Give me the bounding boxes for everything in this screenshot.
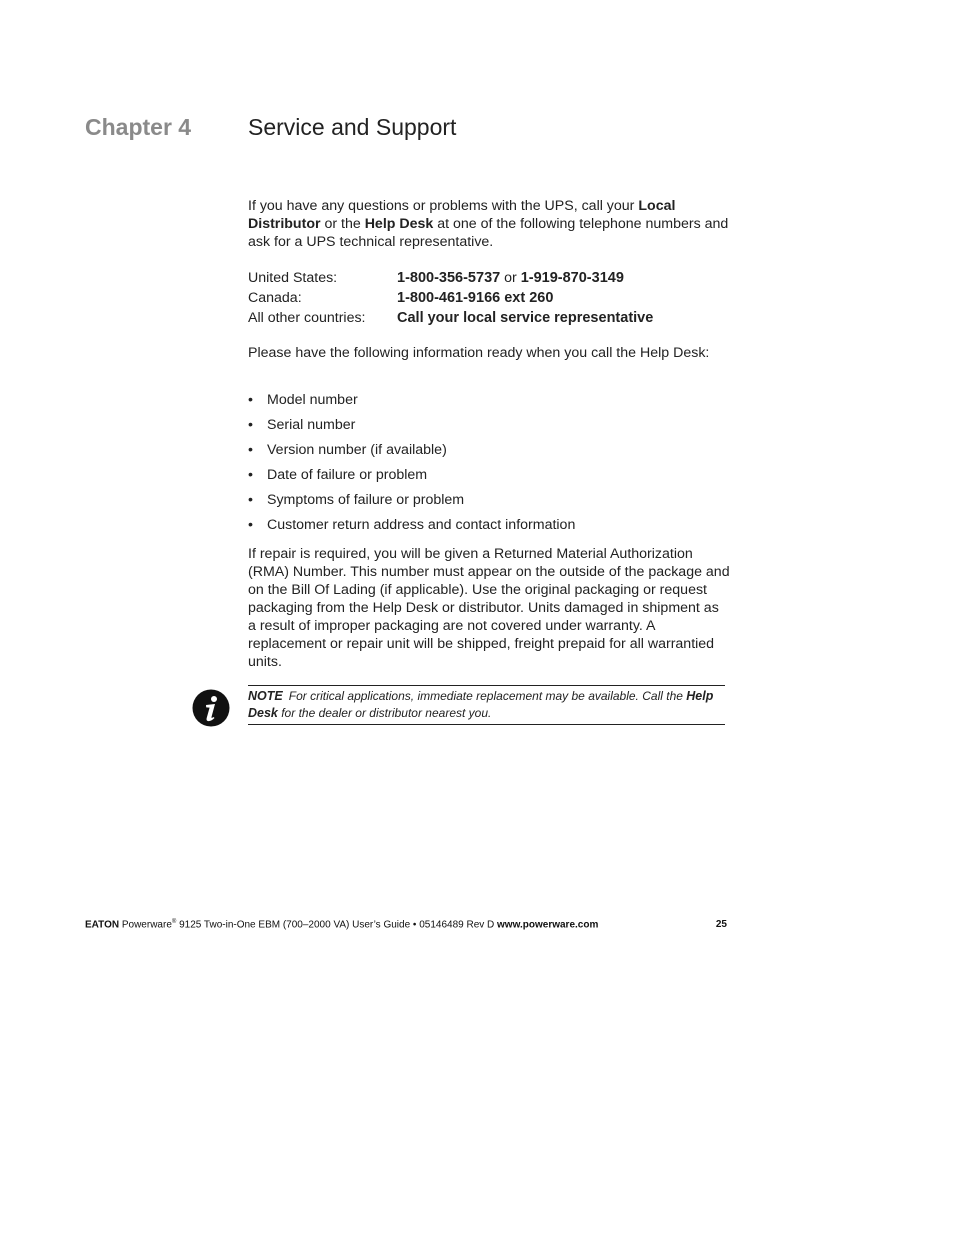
contact-row-other [248, 308, 653, 328]
list-item-text: Customer return address and contact information [267, 517, 576, 533]
list-item-text: Symptoms of failure or problem [267, 492, 465, 508]
list-item [248, 415, 575, 440]
list-item [248, 440, 575, 465]
info-list [248, 390, 575, 540]
repair-paragraph: If repair is required, you will be given a Returned Material Authorization (RMA) Number. This number must appear on the outside of the package and on the Bill Of Lading (if applicable). Use the original packaging or request packaging from the Help Desk or distributor. Units damaged in shipment as a result of improper packaging are not covered under warranty. A replacement or repair unit will be shipped, freight prepaid for all warrantied units. [248, 546, 730, 670]
contact-table [248, 268, 653, 328]
chapter-label: Chapter 4 [85, 114, 192, 140]
bullet: • [248, 467, 253, 483]
list-item-text: Version number (if available) [267, 442, 447, 458]
bullet: • [248, 517, 253, 533]
phone-number: 1-800-356-5737 [397, 270, 501, 286]
footer-text: 9125 Two-in-One EBM (700–2000 VA) User’s Guide • 05146489 Rev D [176, 919, 498, 931]
list-item-text: Date of failure or problem [267, 467, 428, 483]
page-footer [85, 919, 727, 930]
bullet: • [248, 392, 253, 408]
intro-text: If you have any questions or problems with the UPS, call your [248, 198, 639, 214]
contact-label: All other countries: [248, 310, 366, 326]
page-title: Service and Support [248, 114, 457, 140]
list-item [248, 465, 575, 490]
footer-product: Powerware [119, 919, 172, 931]
note-text: for the dealer or distributor nearest you. [277, 706, 492, 720]
list-item-text: Model number [267, 392, 358, 408]
bullet: • [248, 417, 253, 433]
contact-instruction: Call your local service representative [397, 310, 654, 326]
help-desk-text: Help Desk [364, 216, 434, 232]
note-box [248, 685, 725, 725]
list-item [248, 515, 575, 540]
contact-separator: or [500, 270, 521, 286]
local-distributor-text: Local Distributor [248, 198, 676, 232]
phone-number: 1-919-870-3149 [520, 270, 624, 286]
contact-row-us [248, 268, 653, 288]
prep-paragraph: Please have the following information ready when you call the Help Desk: [248, 345, 710, 361]
contact-label: Canada: [248, 290, 302, 306]
registered-mark: ® [171, 919, 177, 925]
bullet: • [248, 442, 253, 458]
intro-text: or the [320, 216, 365, 232]
intro-text: at one of the following telephone numbers and ask for a UPS technical representative. [248, 216, 729, 250]
page-number: 25 [715, 919, 727, 930]
phone-number: 1-800-461-9166 ext 260 [397, 290, 554, 306]
intro-paragraph [248, 197, 730, 251]
footer-brand: EATON [85, 919, 120, 931]
contact-row-canada [248, 288, 653, 308]
bullet: • [248, 492, 253, 508]
note-label: NOTE [248, 689, 283, 703]
footer-url: www.powerware.com [497, 919, 599, 931]
contact-label: United States: [248, 270, 338, 286]
help-desk-text: Help Desk [248, 689, 714, 720]
list-item-text: Serial number [267, 417, 356, 433]
info-icon [192, 689, 230, 727]
list-item [248, 390, 575, 415]
note-text: For critical applications, immediate replacement may be available. Call the [288, 689, 687, 703]
list-item [248, 490, 575, 515]
